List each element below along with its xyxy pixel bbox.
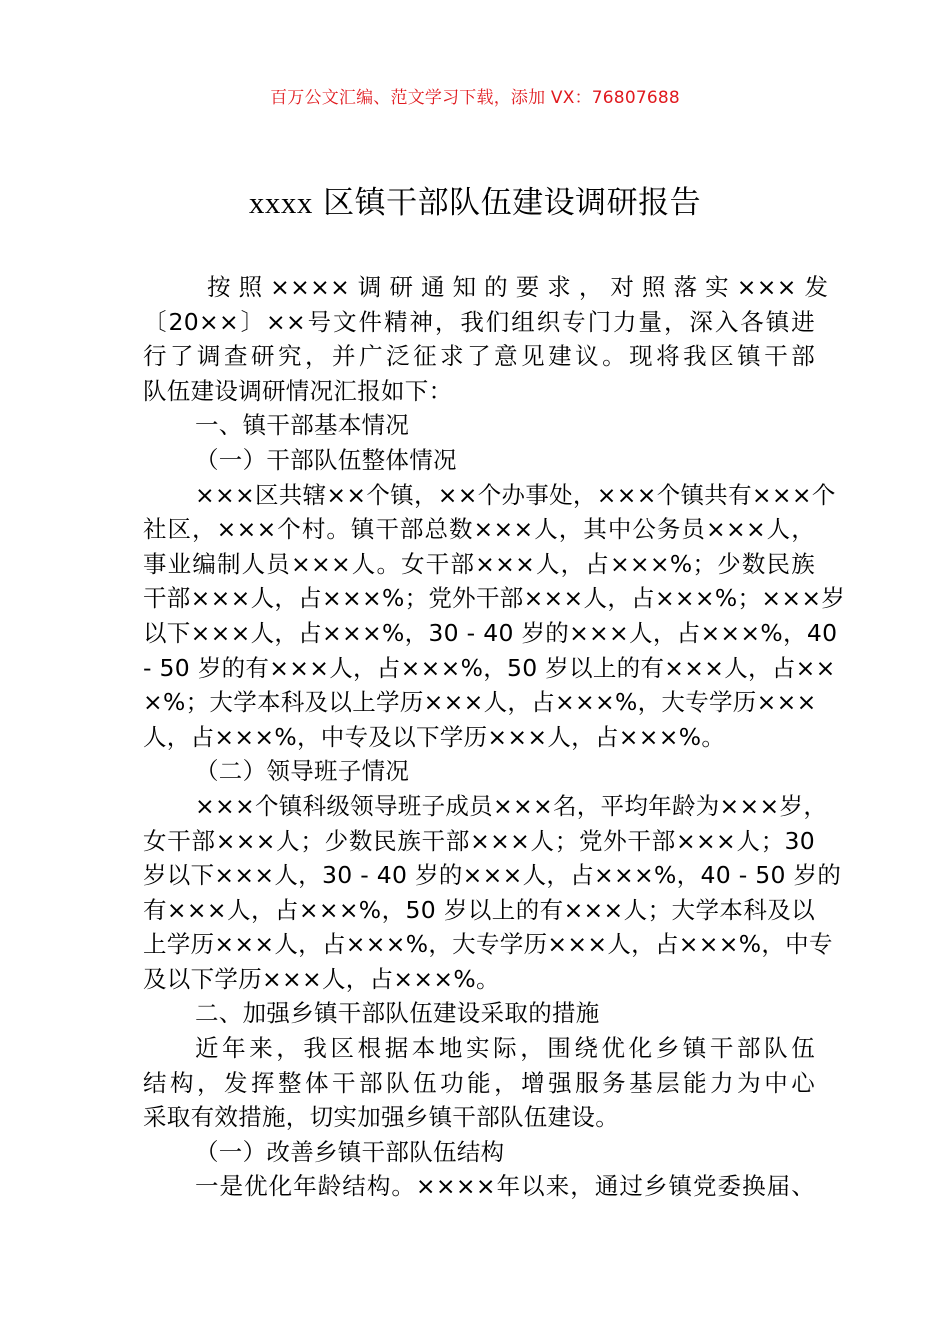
text-line: 以下×××人，占×××%，30 - 40 岁的×××人，占×××%，40 — [143, 618, 838, 647]
text-line: 及以下学历×××人，占×××%。 — [143, 964, 500, 993]
section-heading: 一、镇干部基本情况 — [195, 411, 410, 440]
document-body — [143, 270, 846, 1204]
watermark-header: 百万公文汇编、范文学习下载，添加 VX：76807688 — [270, 88, 680, 108]
subsection-heading: （二）领导班子情况 — [195, 757, 410, 786]
text-line: ×××区共辖××个镇，××个办事处，×××个镇共有×××个 — [195, 480, 836, 509]
text-line: 女干部×××人；少数民族干部×××人；党外干部×××人；30 — [143, 826, 815, 855]
text-line: 人，占×××%，中专及以下学历×××人，占×××%。 — [143, 722, 726, 751]
text-line: 上学历×××人，占×××%，大专学历×××人，占×××%，中专 — [143, 930, 833, 959]
text-line: 一是优化年龄结构。××××年以来，通过乡镇党委换届、 — [195, 1172, 815, 1201]
text-line: 队伍建设调研情况汇报如下： — [143, 376, 453, 405]
title-text: 区镇干部队伍建设调研报告 — [312, 185, 702, 221]
text-line: 社区，×××个村。镇干部总数×××人，其中公务员×××人， — [143, 515, 815, 544]
text-line: 按 照 ×××× 调 研 通 知 的 要 求 ， 对 照 落 实 ××× 发 — [207, 273, 829, 301]
text-line: ×××个镇科级领导班子成员×××名，平均年龄为×××岁， — [195, 791, 828, 820]
title-prefix: xxxx — [248, 185, 313, 220]
text-line: 近年来，我区根据本地实际，围绕优化乡镇干部队伍 — [195, 1034, 815, 1063]
subsection-heading: （一）改善乡镇干部队伍结构 — [195, 1137, 505, 1166]
text-line: 事业编制人员×××人。女干部×××人，占×××%；少数民族 — [143, 549, 815, 578]
document-title — [0, 180, 950, 226]
text-line: 有×××人，占×××%，50 岁以上的有×××人；大学本科及以 — [143, 895, 815, 924]
subsection-heading: （一）干部队伍整体情况 — [195, 445, 457, 474]
text-line: 结构，发挥整体干部队伍功能，增强服务基层能力为中心 — [143, 1068, 815, 1097]
text-line: - 50 岁的有×××人，占×××%，50 岁以上的有×××人，占×× — [143, 653, 836, 682]
text-line: 行了调查研究，并广泛征求了意见建议。现将我区镇干部 — [143, 342, 815, 371]
text-line: 岁以下×××人，30 - 40 岁的×××人，占×××%，40 - 50 岁的 — [143, 861, 842, 890]
section-heading: 二、加强乡镇干部队伍建设采取的措施 — [195, 999, 600, 1028]
text-line: ×%；大学本科及以上学历×××人，占×××%，大专学历××× — [143, 688, 817, 717]
text-line: 〔20××〕××号文件精神，我们组织专门力量，深入各镇进 — [143, 307, 815, 336]
text-line: 干部×××人，占×××%；党外干部×××人，占×××%；×××岁 — [143, 584, 846, 613]
text-line: 采取有效措施，切实加强乡镇干部队伍建设。 — [143, 1103, 619, 1132]
